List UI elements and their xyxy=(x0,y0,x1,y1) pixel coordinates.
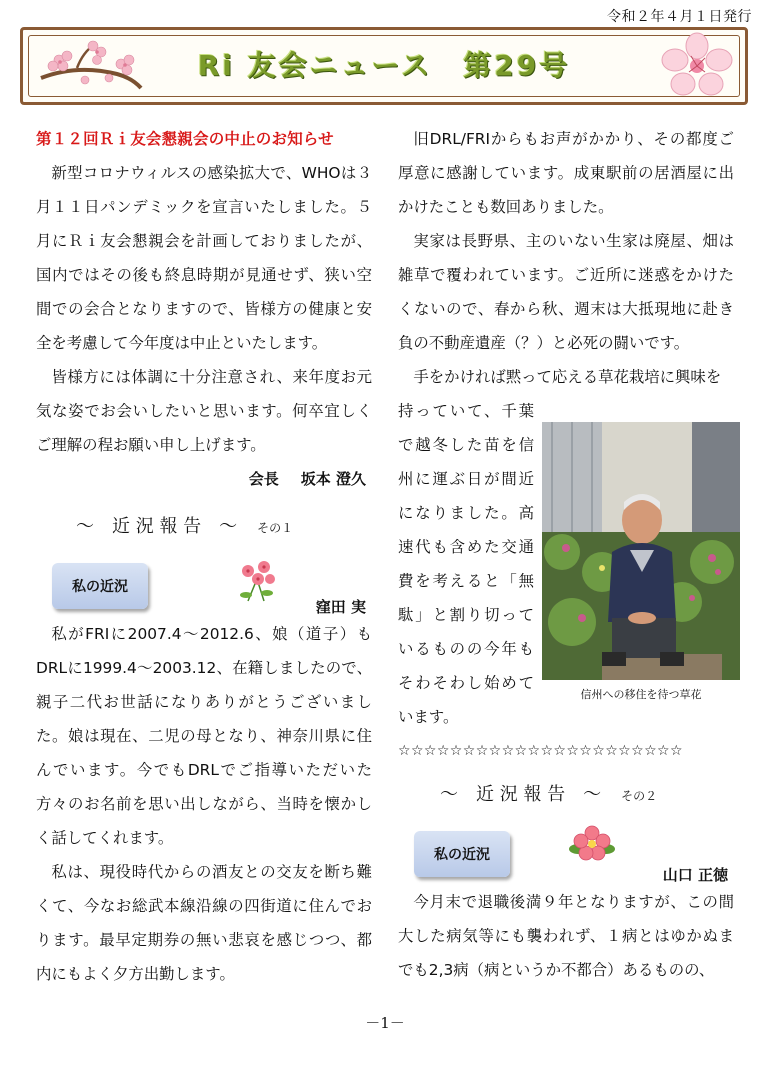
report-byline xyxy=(398,819,734,885)
photo-caption: 信州への移住を待つ草花 xyxy=(580,688,702,701)
report-author: 窪田 実 xyxy=(315,598,366,616)
report-heading: ～ 近 況 報 告 ～ その２ xyxy=(440,784,658,805)
article-signature xyxy=(36,462,366,496)
report-sub: その１ xyxy=(257,521,294,535)
report-author: 山口 正徳 xyxy=(662,866,728,884)
star-divider: ☆☆☆☆☆☆☆☆☆☆☆☆☆☆☆☆☆☆☆☆☆☆ xyxy=(398,743,683,759)
section-tag: 私の近況 xyxy=(414,831,510,877)
signature-name: 坂本 澄久 xyxy=(300,470,366,488)
article-paragraph: 皆様方には体調に十分注意され、来年度お元気な姿でお会いしたいと思います。何卒宜しくご理解の程お願い申し上げます。 xyxy=(36,368,372,454)
report-paragraph: 私は、現役時代からの酒友との交友を断ち難くて、今なお総武本線沿線の四街道に住んでおります。最早定期券の無い悲哀を感じつつ、都内にもよく夕方出勤します。 xyxy=(36,863,372,983)
report-sub: その２ xyxy=(621,789,658,803)
signature-role: 会長 xyxy=(248,470,279,488)
section-tag: 私の近況 xyxy=(52,563,148,609)
report-paragraph: 私がFRIに2007.4～2012.6、娘（道子）もDRLに1999.4～2003.12、在籍しましたので、親子二代お世話になりありがとうございました。娘は現在、二児の母となり、神奈川県に住んでいます。今でもDRLでご指導いただいた方々のお名前を思い出しながら、当時を懐かしく話してくれます。 xyxy=(36,625,372,847)
right-column xyxy=(398,122,734,987)
report-paragraph: 旧DRL/FRIからもお声がかかり、その都度ご厚意に感謝しています。成東駅前の居酒屋に出かけたことも数回ありました。 xyxy=(398,130,734,216)
photo-image xyxy=(542,422,740,680)
newsletter-title: Ri 友会ニュース 第29号 xyxy=(197,49,571,82)
flower-icon xyxy=(568,825,616,865)
flower-icon xyxy=(234,557,280,603)
article-paragraph: 新型コロナウィルスの感染拡大で、WHOは３月１１日パンデミックを宣言いたしました。５月にＲｉ友会懇親会を計画しておりましたが、国内ではその後も終息時期が見通せず、狭い空間での会合となりますので、皆様方の健康と安全を考慮して今年度は中止といたします。 xyxy=(36,164,372,352)
left-column xyxy=(36,122,372,991)
garden-photo xyxy=(542,422,740,702)
page-number: －1－ xyxy=(365,1014,405,1032)
article-headline: 第１２回Ｒｉ友会懇親会の中止のお知らせ xyxy=(36,130,334,148)
report-paragraph: 手をかければ黙って応える草花栽培に興味を xyxy=(413,368,722,386)
report-paragraph-narrow: 持っていて、千葉で越冬した苗を信州に運ぶ日が間近になりました。高速代も含めた交通費を考えると「無駄」と割り切っているものの今年もそわそわし始めています。 xyxy=(398,402,534,726)
issue-date: 令和２年４月１日発行 xyxy=(607,9,752,25)
newsletter-banner xyxy=(20,27,748,105)
report-byline xyxy=(36,551,372,617)
report-paragraph: 実家は長野県、主のいない生家は廃屋、畑は雑草で覆われています。ご近所に迷惑をかけたくないので、春から秋、週末は大抵現地に赴き負の不動産遺産（？）と必死の闘いです。 xyxy=(398,232,734,352)
cherry-blossom-icon xyxy=(661,32,733,98)
report-heading: ～ 近 況 報 告 ～ その１ xyxy=(76,516,294,537)
report-paragraph: 今月末で退職後満９年となりますが、この間大した病気等にも襲われず、１病とはゆかぬまでも2,3病（病というか不都合）あるものの、 xyxy=(398,893,734,979)
